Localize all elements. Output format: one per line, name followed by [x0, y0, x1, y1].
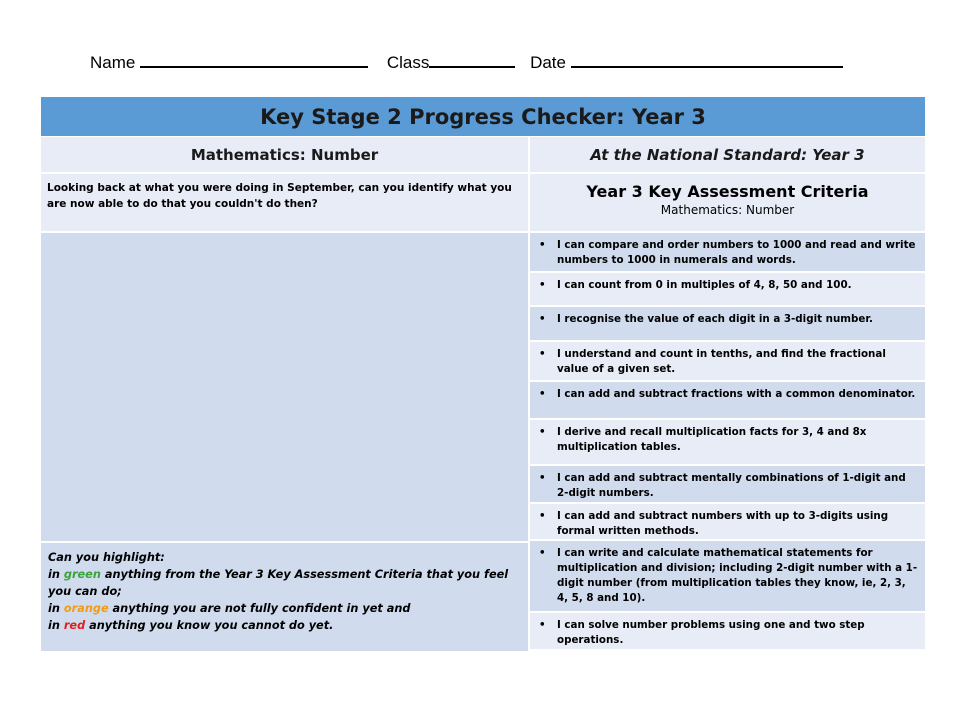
green-word: green [63, 568, 101, 581]
reflection-prompt: Looking back at what you were doing in September, can you identify what you are now able to do that you couldn't do then? [41, 174, 530, 231]
subject-header: Mathematics: Number [41, 137, 530, 174]
bullet-icon: • [539, 348, 546, 360]
highlight-orange-line: in orange anything you are not fully confident in yet and [48, 602, 411, 615]
bullet-icon: • [539, 239, 546, 251]
criteria-heading [530, 174, 925, 231]
date-label: Date [530, 53, 566, 72]
highlight-red-line: in red anything you know you cannot do yet. [48, 619, 334, 632]
student-info-line [90, 50, 843, 73]
criteria-title: Year 3 Key Assessment Criteria [586, 182, 869, 201]
criterion-row[interactable]: • I can add and subtract fractions with a common denominator. [530, 382, 925, 420]
bullet-icon: • [539, 279, 546, 291]
criterion-row[interactable]: • I can add and subtract mentally combinations of 1-digit and 2-digit numbers. [530, 466, 925, 504]
bullet-icon: • [539, 313, 546, 325]
bullet-icon: • [539, 619, 546, 631]
criterion-row[interactable]: • I recognise the value of each digit in a 3-digit number. [530, 307, 925, 342]
bullet-icon: • [539, 388, 546, 400]
progress-checker-table [41, 97, 925, 651]
orange-word: orange [63, 602, 109, 615]
name-blank[interactable] [140, 50, 368, 68]
criterion-row[interactable]: • I derive and recall multiplication facts for 3, 4 and 8x multiplication tables. [530, 420, 925, 466]
criterion-row[interactable]: • I can count from 0 in multiples of 4, 8, 50 and 100. [530, 273, 925, 307]
class-label: Class [386, 53, 430, 72]
criterion-row[interactable]: • I can write and calculate mathematical statements for multiplication and division; including 2-digit number with a 1-digit number (from multiplication tables they know, ie, 2, 3, 4, 5, 8 and 10). [530, 541, 925, 613]
bullet-icon: • [539, 547, 546, 559]
red-word: red [63, 619, 86, 632]
standard-header: At the National Standard: Year 3 [530, 137, 925, 174]
date-blank[interactable] [571, 50, 843, 68]
reflection-answer-area[interactable] [41, 233, 528, 543]
bullet-icon: • [539, 426, 546, 438]
class-blank[interactable] [429, 50, 515, 68]
criterion-row[interactable]: • I understand and count in tenths, and find the fractional value of a given set. [530, 342, 925, 382]
highlight-green-line: in green anything from the Year 3 Key Assessment Criteria that you feel you can do; [48, 568, 509, 598]
name-label: Name [90, 53, 136, 72]
criterion-row[interactable]: • I can compare and order numbers to 1000 and read and write numbers to 1000 in numerals and words. [530, 233, 925, 273]
criteria-list [530, 233, 925, 651]
criterion-row[interactable]: • I can solve number problems using one and two step operations. [530, 613, 925, 651]
criterion-row[interactable]: • I can add and subtract numbers with up to 3-digits using formal written methods. [530, 504, 925, 541]
bullet-icon: • [539, 472, 546, 484]
highlight-intro: Can you highlight: [48, 551, 165, 564]
highlight-instructions [41, 543, 528, 651]
criteria-subtitle: Mathematics: Number [660, 203, 795, 217]
bullet-icon: • [539, 510, 546, 522]
page-title: Key Stage 2 Progress Checker: Year 3 [41, 97, 925, 137]
